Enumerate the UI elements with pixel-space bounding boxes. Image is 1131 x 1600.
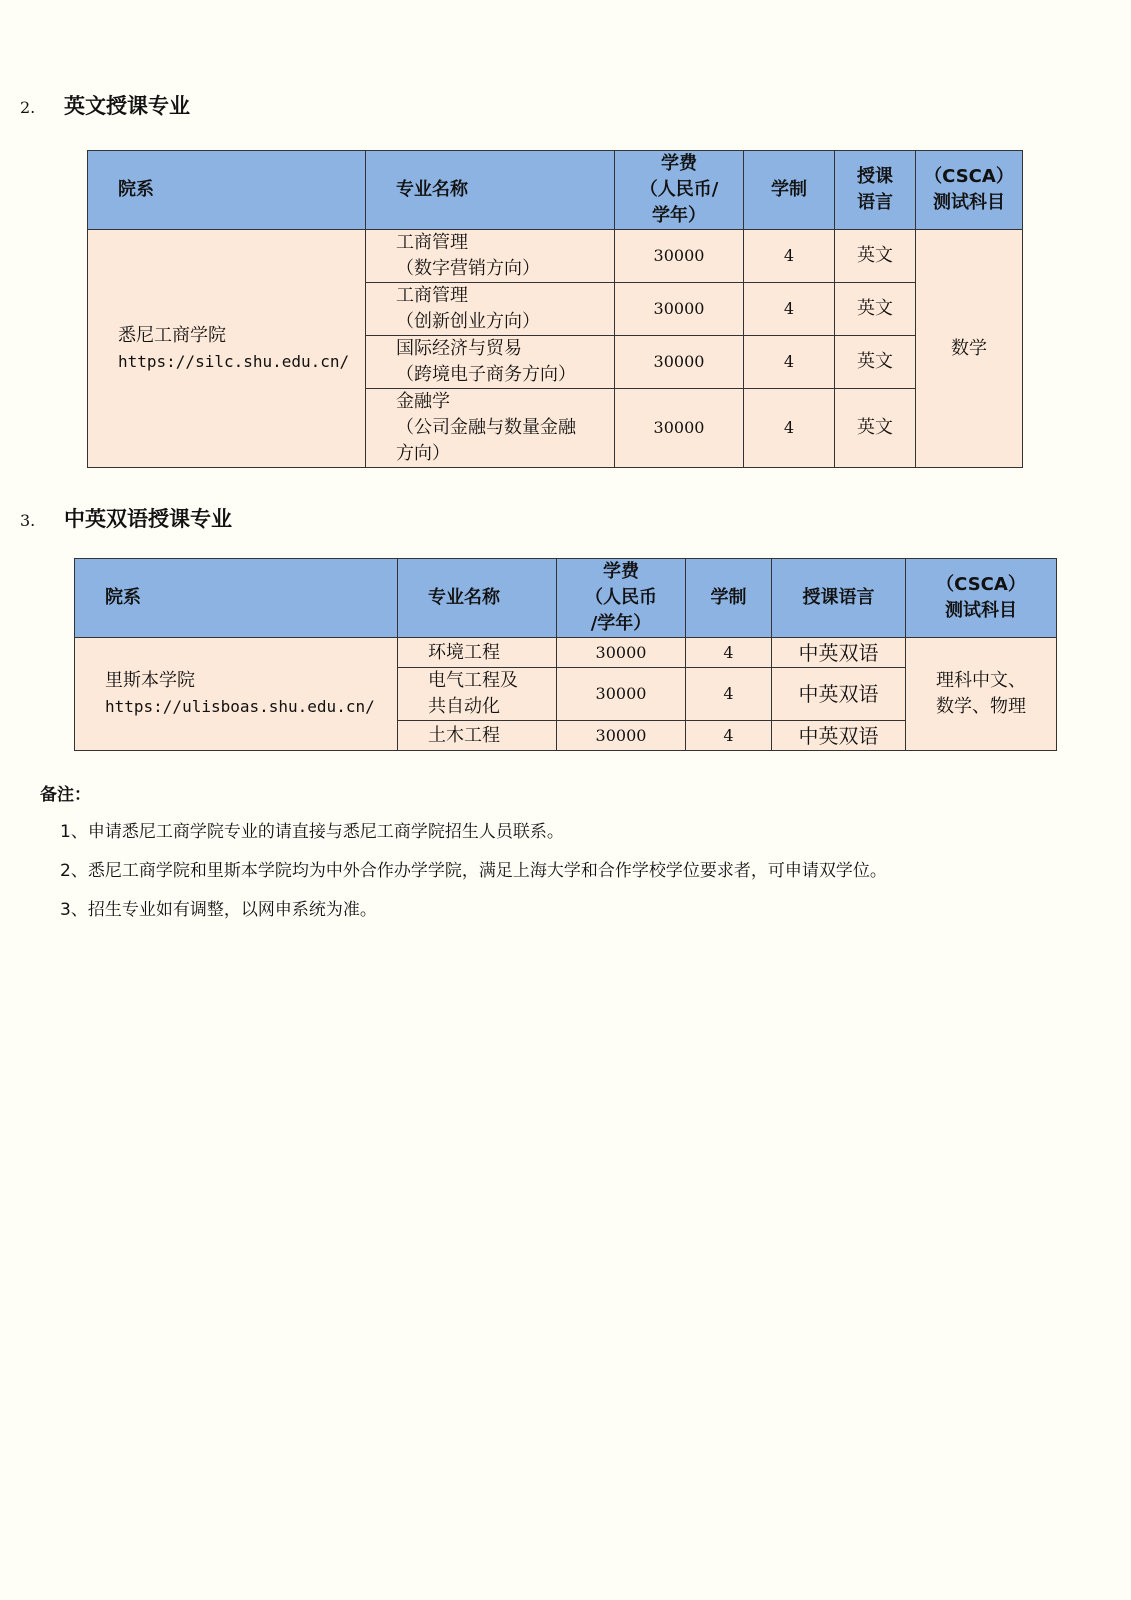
- duration-cell: 4: [744, 389, 835, 468]
- header-csca: （CSCA） 测试科目: [916, 151, 1023, 230]
- language-cell: 英文: [835, 283, 916, 336]
- table-header-row: [88, 151, 1023, 230]
- dept-cell: [88, 230, 366, 468]
- duration-cell: 4: [686, 668, 772, 721]
- section-2-title: 英文授课专业: [64, 94, 190, 118]
- table-row: [88, 230, 1023, 283]
- major-cell: 金融学 （公司金融与数量金融 方向）: [366, 389, 615, 468]
- major-cell: 土木工程: [398, 721, 557, 751]
- language-cell: 中英双语: [772, 638, 906, 668]
- major-cell: 环境工程: [398, 638, 557, 668]
- header-major: 专业名称: [398, 559, 557, 638]
- header-fee: 学费 （人民币 /学年）: [557, 559, 686, 638]
- header-fee: 学费 （人民币/ 学年）: [615, 151, 744, 230]
- language-cell: 英文: [835, 336, 916, 389]
- dept-cell: [75, 638, 398, 751]
- section-3-heading: [20, 503, 232, 533]
- dept-name: 悉尼工商学院: [118, 324, 226, 346]
- language-cell: 英文: [835, 230, 916, 283]
- fee-cell: 30000: [615, 336, 744, 389]
- header-language: 授课 语言: [835, 151, 916, 230]
- csca-cell: 数学: [916, 230, 1023, 468]
- duration-cell: 4: [744, 230, 835, 283]
- language-cell: 英文: [835, 389, 916, 468]
- fee-cell: 30000: [557, 638, 686, 668]
- duration-cell: 4: [686, 638, 772, 668]
- major-cell: 电气工程及 共自动化: [398, 668, 557, 721]
- section-2-number: 2.: [20, 98, 36, 117]
- fee-cell: 30000: [615, 230, 744, 283]
- note-item: 1、申请悉尼工商学院专业的请直接与悉尼工商学院招生人员联系。: [60, 822, 564, 842]
- table-header-row: [75, 559, 1057, 638]
- header-duration: 学制: [686, 559, 772, 638]
- csca-cell: 理科中文、 数学、物理: [906, 638, 1057, 751]
- header-csca: （CSCA） 测试科目: [906, 559, 1057, 638]
- duration-cell: 4: [744, 283, 835, 336]
- fee-cell: 30000: [557, 721, 686, 751]
- note-item: 2、悉尼工商学院和里斯本学院均为中外合作办学学院，满足上海大学和合作学校学位要求者，可申请双学位。: [60, 861, 887, 881]
- header-dept: 院系: [75, 559, 398, 638]
- section-3-number: 3.: [20, 511, 36, 530]
- duration-cell: 4: [686, 721, 772, 751]
- fee-cell: 30000: [615, 283, 744, 336]
- dept-url: https://ulisboas.shu.edu.cn/: [105, 697, 375, 716]
- notes-title: 备注：: [40, 785, 91, 805]
- header-dept: 院系: [88, 151, 366, 230]
- note-item: 3、招生专业如有调整，以网申系统为准。: [60, 900, 377, 920]
- fee-cell: 30000: [557, 668, 686, 721]
- table-row: [75, 638, 1057, 668]
- header-major: 专业名称: [366, 151, 615, 230]
- dept-url: https://silc.shu.edu.cn/: [118, 351, 350, 371]
- bilingual-programs-table: [74, 558, 1057, 751]
- fee-cell: 30000: [615, 389, 744, 468]
- major-cell: 国际经济与贸易 （跨境电子商务方向）: [366, 336, 615, 389]
- english-programs-table: [87, 150, 1023, 468]
- language-cell: 中英双语: [772, 721, 906, 751]
- language-cell: 中英双语: [772, 668, 906, 721]
- section-3-title: 中英双语授课专业: [64, 507, 232, 531]
- dept-name: 里斯本学院: [105, 670, 195, 691]
- section-2-heading: [20, 90, 190, 120]
- duration-cell: 4: [744, 336, 835, 389]
- notes: [40, 780, 887, 934]
- header-duration: 学制: [744, 151, 835, 230]
- major-cell: 工商管理 （创新创业方向）: [366, 283, 615, 336]
- header-language: 授课语言: [772, 559, 906, 638]
- major-cell: 工商管理 （数字营销方向）: [366, 230, 615, 283]
